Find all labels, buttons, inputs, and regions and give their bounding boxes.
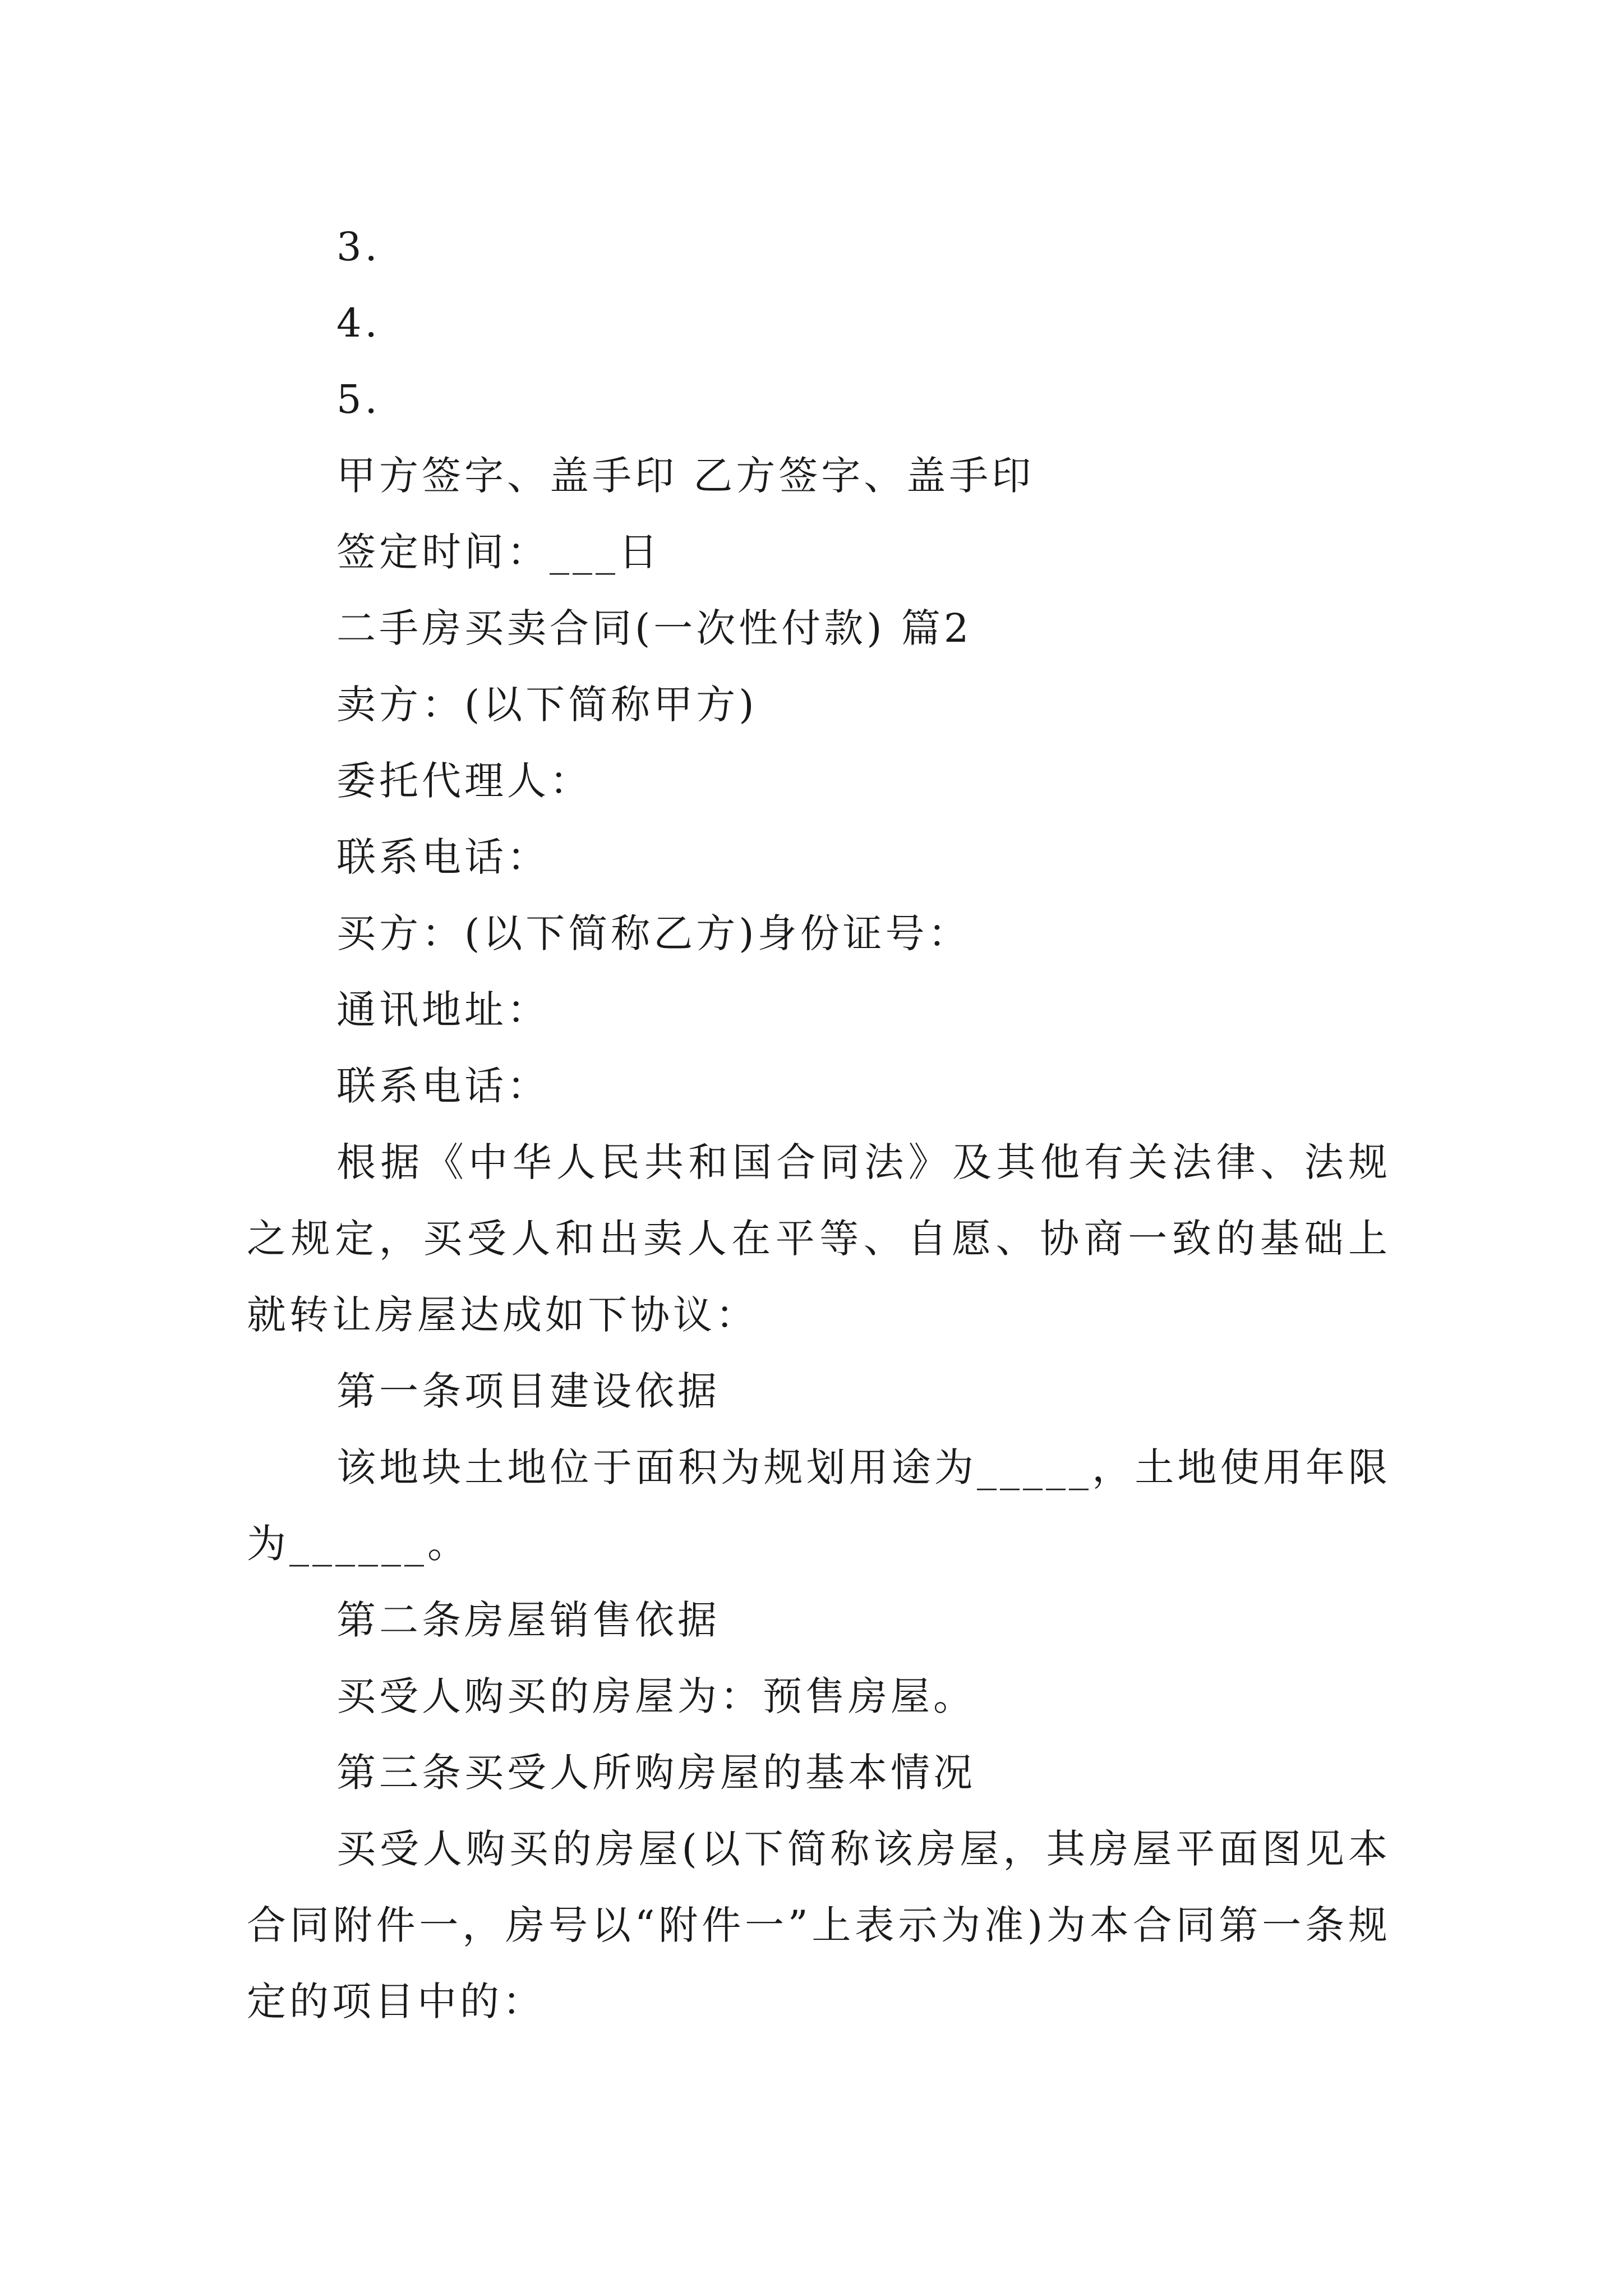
buyer-line: 买方：(以下简称乙方)身份证号： (336, 910, 971, 956)
article-1-heading: 第一条项目建设依据 (336, 1368, 720, 1414)
signing-date-line: 签定时间：___日 (336, 529, 661, 575)
list-item-5: 5. (336, 376, 381, 422)
article-3-paragraph: 买受人购买的房屋(以下简称该房屋，其房屋平面图见本合同附件一，房号以“附件一”上表示为准)为本合同第一条规定的项目中的： (247, 1826, 1391, 2024)
agent-line: 委托代理人： (336, 758, 592, 804)
article-2-heading: 第二条房屋销售依据 (336, 1597, 720, 1643)
article-3-heading: 第三条买受人所购房屋的基本情况 (336, 1750, 976, 1796)
seller-line: 卖方：(以下简称甲方) (336, 682, 758, 728)
document-body (247, 209, 1391, 2040)
section-title: 二手房买卖合同(一次性付款) 篇2 (336, 605, 972, 651)
preamble-paragraph: 根据《中华人民共和国合同法》及其他有关法律、法规之规定，买受人和出卖人在平等、自愿、协商一致的基础上就转让房屋达成如下协议： (247, 1139, 1391, 1338)
article-2-text: 买受人购买的房屋为：预售房屋。 (336, 1673, 976, 1719)
buyer-phone-line: 联系电话： (336, 1063, 550, 1109)
address-line: 通讯地址： (336, 987, 550, 1033)
article-1-paragraph: 该地块土地位于面积为规划用途为_____，土地使用年限为______。 (247, 1444, 1391, 1567)
list-item-3: 3. (336, 224, 381, 270)
list-item-4: 4. (336, 300, 381, 346)
seller-phone-line: 联系电话： (336, 834, 550, 880)
signature-line: 甲方签字、盖手印 乙方签字、盖手印 (336, 453, 1035, 499)
